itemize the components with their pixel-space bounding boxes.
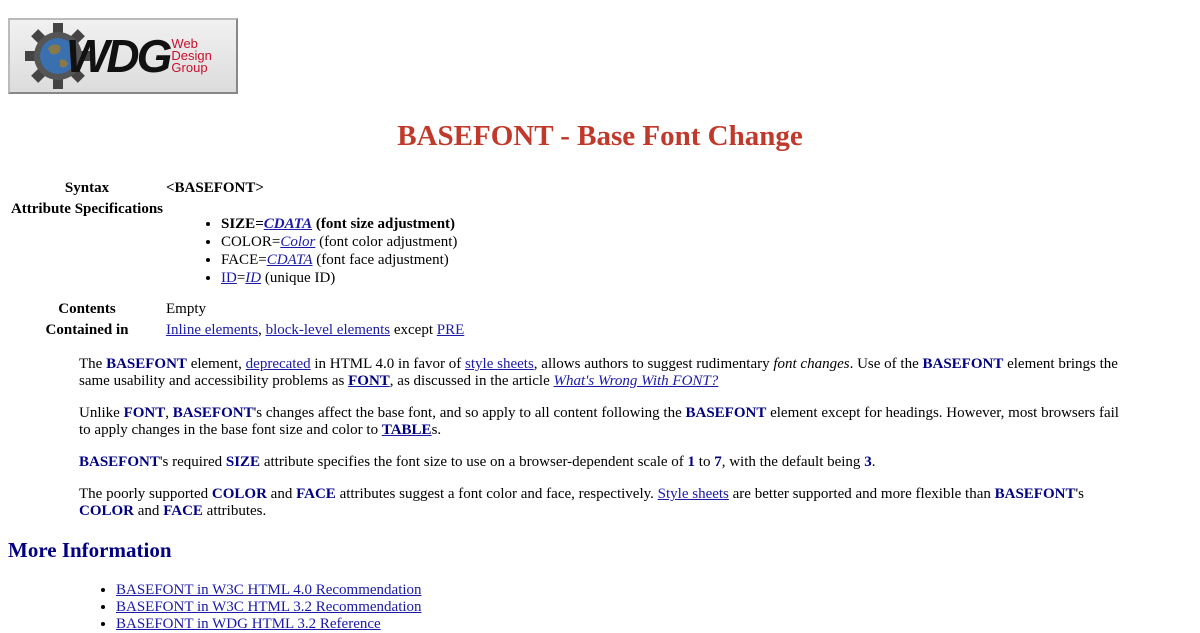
- id-type-link[interactable]: ID: [245, 270, 262, 286]
- attr-spec-label: Attribute Specifications: [10, 201, 164, 217]
- syntax-value: <BASEFONT>: [166, 180, 264, 196]
- contents-rows: [8, 301, 464, 339]
- pre-link[interactable]: PRE: [436, 322, 465, 338]
- list-item: • ID=ID (unique ID): [221, 269, 457, 287]
- wdg-html32-link[interactable]: BASEFONT in WDG HTML 3.2 Reference: [116, 616, 381, 632]
- whats-wrong-link[interactable]: What's Wrong With FONT?: [553, 373, 719, 389]
- list-item: [116, 616, 422, 633]
- color-link[interactable]: Color: [280, 234, 316, 250]
- logo-subtitle: Web Design Group: [171, 36, 212, 75]
- list-item: • SIZE=CDATA (font size adjustment): [221, 215, 457, 233]
- inline-elements-link[interactable]: Inline elements: [166, 322, 259, 338]
- table-link[interactable]: TABLE: [381, 422, 432, 438]
- syntax-table: [8, 180, 1188, 218]
- cdata-link[interactable]: CDATA: [263, 216, 313, 232]
- list-item: [116, 599, 422, 616]
- id-attr-link[interactable]: ID: [221, 270, 237, 286]
- font-link[interactable]: FONT: [348, 373, 390, 389]
- paragraph: BASEFONT's required SIZE attribute specifies the font size to use on a browser-dependent scale of 1 to 7, with the default being 3.: [79, 454, 876, 470]
- attribute-list: [221, 215, 457, 287]
- paragraph: The poorly supported COLOR and FACE attributes suggest a font color and face, respectively. Style sheets are better supported and more flexible than BASEFONT's COLOR and FACE attributes.: [79, 486, 1085, 519]
- paragraph: Unlike FONT, BASEFONT's changes affect the base font, and so apply to all content following the BASEFONT element except for headings. However, most browsers fail to apply changes in the base font size and color to TABLEs.: [79, 405, 1119, 438]
- page-title: BASEFONT - Base Font Change: [397, 120, 803, 152]
- logo-wordmark: WDG: [66, 30, 170, 82]
- style-sheets-link[interactable]: style sheets: [465, 356, 534, 372]
- contained-in-label: Contained in: [45, 322, 129, 338]
- wdg-logo[interactable]: [8, 18, 238, 94]
- more-info-heading: More Information: [8, 538, 172, 562]
- contents-label: Contents: [58, 301, 116, 317]
- w3c-html32-link[interactable]: BASEFONT in W3C HTML 3.2 Recommendation: [116, 599, 422, 615]
- contents-value: Empty: [166, 301, 206, 317]
- more-info-list: [116, 582, 422, 633]
- contained-in-value: Inline elements, block-level elements except PRE: [166, 322, 465, 338]
- deprecated-link[interactable]: deprecated: [245, 356, 311, 372]
- syntax-label: Syntax: [64, 180, 110, 196]
- list-item: • FACE=CDATA (font face adjustment): [221, 251, 457, 269]
- w3c-html40-link[interactable]: BASEFONT in W3C HTML 4.0 Recommendation: [116, 582, 422, 598]
- block-level-link[interactable]: block-level elements: [265, 322, 391, 338]
- list-item: • COLOR=Color (font color adjustment): [221, 233, 457, 251]
- style-sheets-link[interactable]: Style sheets: [657, 486, 729, 502]
- cdata-link[interactable]: CDATA: [266, 252, 313, 268]
- list-item: [116, 582, 422, 599]
- description: [79, 356, 1124, 535]
- paragraph: The BASEFONT element, deprecated in HTML 4.0 in favor of style sheets, allows authors to suggest rudimentary font changes. Use of the BASEFONT element brings the same usability and accessibility problems as FONT, as discussed in the article What's Wrong With FONT?: [79, 356, 1118, 389]
